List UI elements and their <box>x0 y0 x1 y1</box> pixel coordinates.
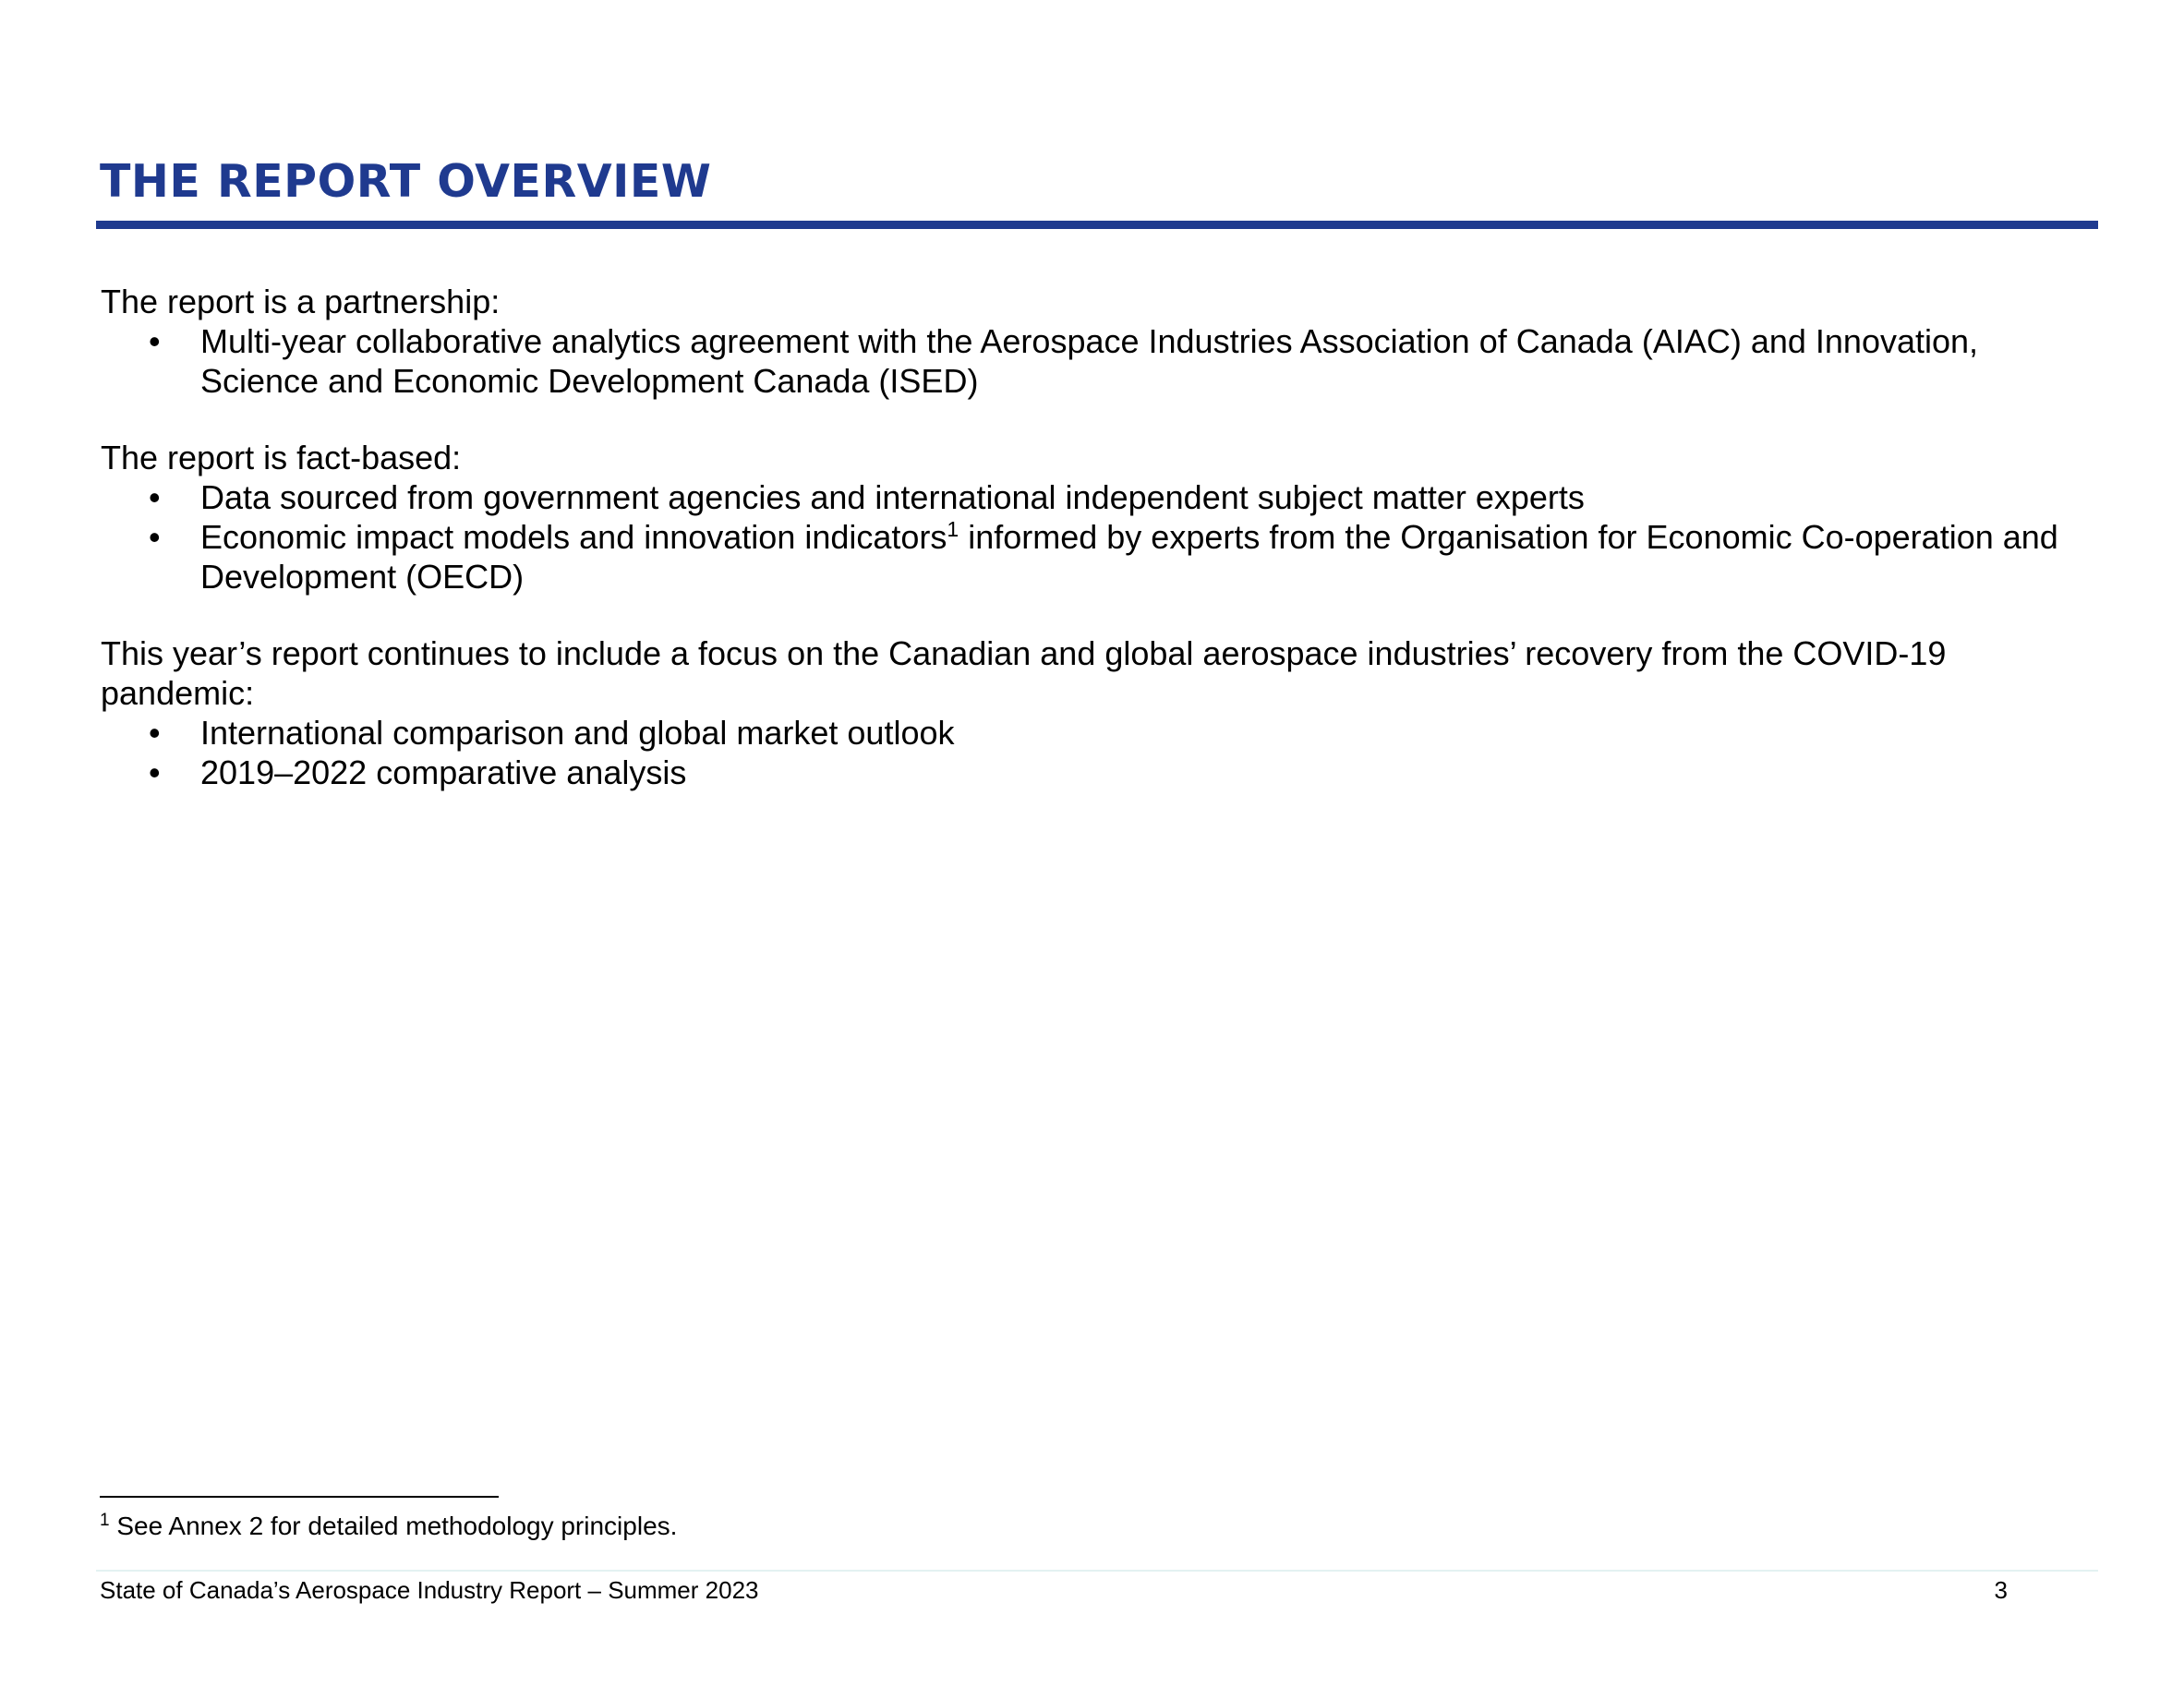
bullet-text-end: informed by experts from the Organisation for Economic Co-operation and Development (OECD) <box>200 518 2058 596</box>
footer-report-title: State of Canada’s Aerospace Industry Report – Summer 2023 <box>100 1576 759 1604</box>
title-divider <box>96 221 2098 229</box>
report-overview-body <box>101 282 2095 792</box>
bullet-item: • Multi-year collaborative analytics agreement with the Aerospace Industries Association of Canada (AIAC) and Innovation, Science and Economic Development Canada (ISED) <box>101 321 2095 401</box>
section-lead: The report is a partnership: <box>101 283 501 320</box>
bullet-item <box>101 517 2095 596</box>
fact-based-section <box>101 438 2095 596</box>
section-lead: This year’s report continues to include a focus on the Canadian and global aerospace industries’ recovery from the COVID-19 pandemic: <box>101 634 1947 712</box>
footnote-text: See Annex 2 for detailed methodology principles. <box>109 1512 678 1540</box>
page-number: 3 <box>1994 1576 2008 1604</box>
footnote <box>100 1511 677 1542</box>
bullet-text-start: Economic impact models and innovation indicators <box>200 518 947 556</box>
bullet-list <box>101 477 2095 596</box>
partnership-section <box>101 282 2095 401</box>
bullet-item: • Data sourced from government agencies and international independent subject matter experts <box>101 477 2095 517</box>
footnote-reference: 1 <box>947 517 959 541</box>
bullet-item: • 2019–2022 comparative analysis <box>101 753 2095 792</box>
page-title: THE REPORT OVERVIEW <box>100 155 712 208</box>
covid-focus-section <box>101 633 2095 792</box>
section-lead: The report is fact-based: <box>101 439 462 476</box>
bullet-list <box>101 713 2095 792</box>
footer-divider <box>96 1570 2098 1572</box>
footnote-separator <box>100 1496 499 1498</box>
bullet-item: • International comparison and global market outlook <box>101 713 2095 753</box>
bullet-list <box>101 321 2095 401</box>
footnote-marker: 1 <box>100 1511 110 1530</box>
